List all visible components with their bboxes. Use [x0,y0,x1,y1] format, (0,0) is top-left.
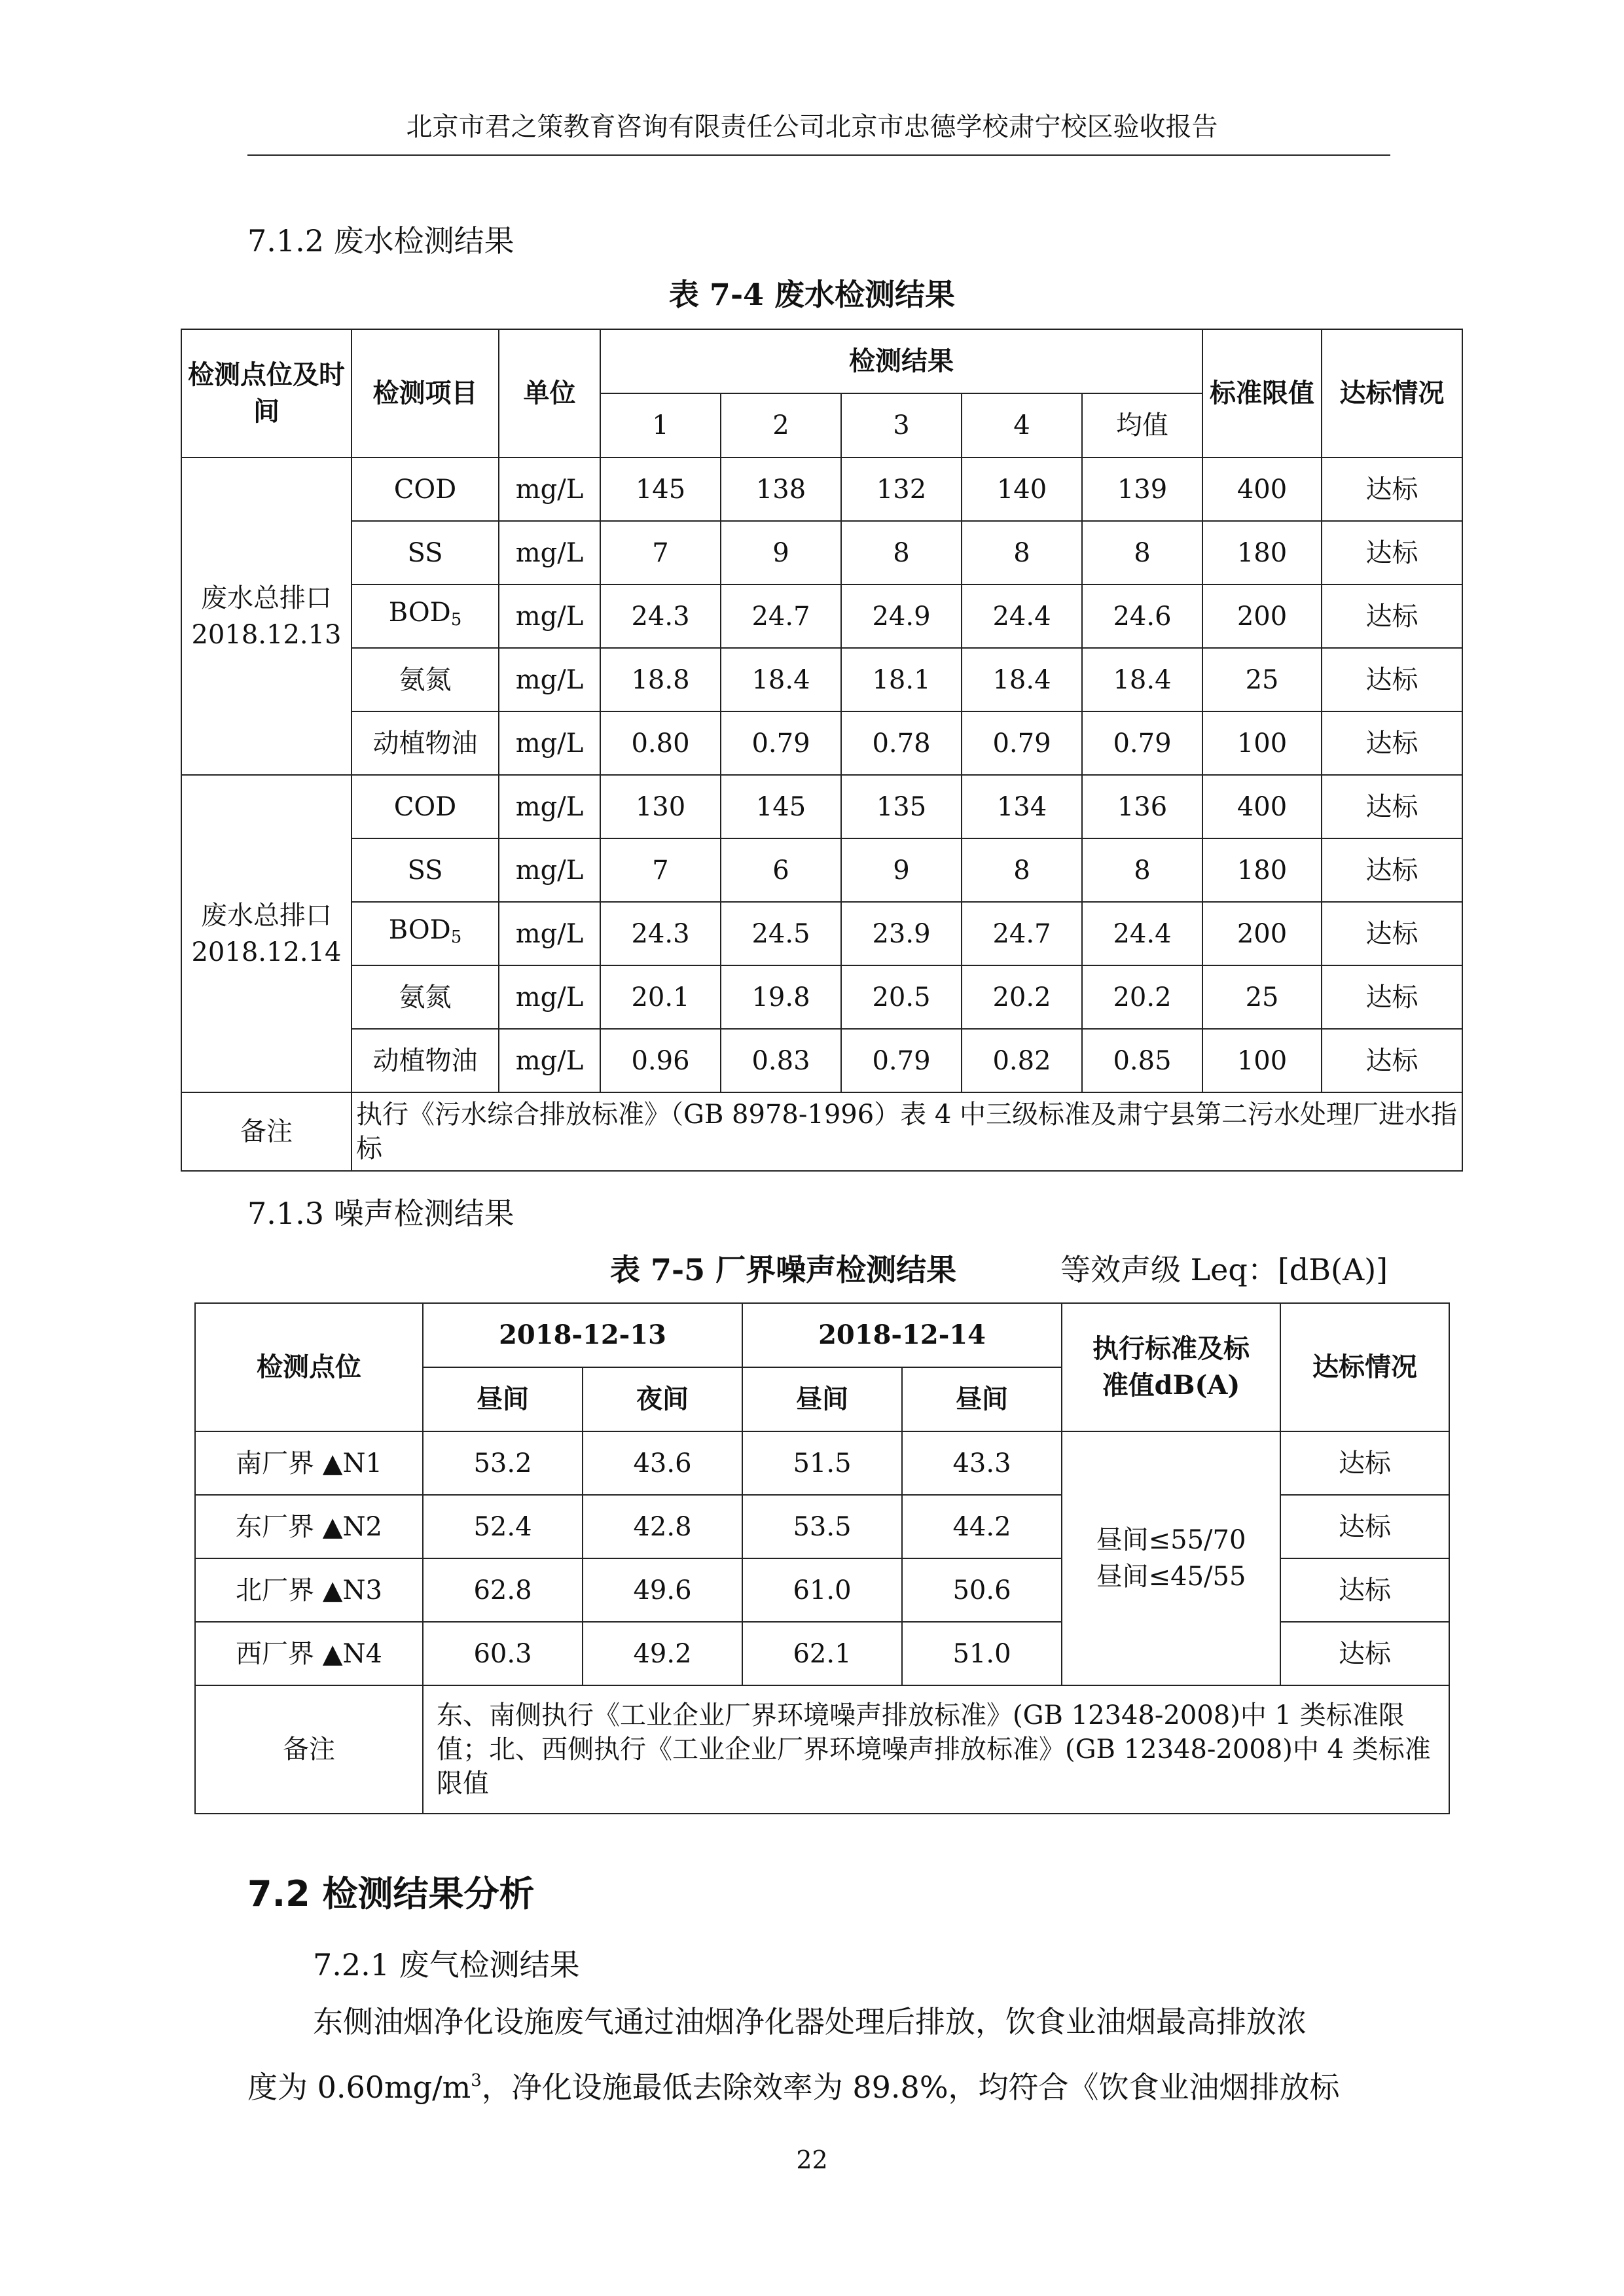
value-cell: 18.8 [600,648,721,711]
col-header-status: 达标情况 [1322,329,1462,457]
point-cell: 东厂界 ▲N2 [195,1495,423,1558]
status-cell: 达标 [1322,521,1462,584]
value-cell: 18.4 [1082,648,1202,711]
header-rule [247,154,1390,156]
value-cell: 24.3 [600,902,721,965]
limit-cell: 200 [1202,584,1322,648]
group-point-cell [181,775,352,1092]
unit-cell: mg/L [499,965,600,1029]
col-header-status: 达标情况 [1280,1303,1449,1431]
limit-cell: 200 [1202,902,1322,965]
limit-cell: 25 [1202,965,1322,1029]
paragraph-line-2-end: ，净化设施最低去除效率为 89.8%，均符合《饮食业油烟排放标 [481,2070,1340,2105]
value-cell: 62.1 [742,1622,902,1685]
value-cell: 145 [600,457,721,521]
standard-line-2: 昼间≤45/55 [1096,1562,1246,1592]
group-point-cell [181,457,352,775]
standard-cell [1062,1431,1280,1685]
value-cell: 20.2 [1082,965,1202,1029]
value-cell: 9 [721,521,841,584]
item-name: BOD [388,915,451,945]
value-cell: 53.2 [423,1431,583,1495]
status-cell: 达标 [1322,711,1462,775]
value-cell: 42.8 [583,1495,742,1558]
limit-cell: 400 [1202,457,1322,521]
value-cell: 130 [600,775,721,838]
value-cell: 24.9 [841,584,962,648]
value-cell: 51.5 [742,1431,902,1495]
value-cell: 0.79 [721,711,841,775]
value-cell: 24.4 [1082,902,1202,965]
status-cell: 达标 [1322,648,1462,711]
value-cell: 0.85 [1082,1029,1202,1092]
item-cell: SS [352,838,499,902]
value-cell: 24.7 [962,902,1082,965]
value-cell: 18.4 [962,648,1082,711]
unit-cell: mg/L [499,711,600,775]
value-cell: 20.1 [600,965,721,1029]
group-point: 废水总排口 [201,583,332,613]
col-header-date1: 2018-12-13 [423,1303,742,1367]
value-cell: 8 [841,521,962,584]
value-cell: 49.2 [583,1622,742,1685]
item-name: BOD [388,598,451,628]
col-header-day: 昼间 [423,1367,583,1431]
value-cell: 8 [1082,521,1202,584]
item-cell: 动植物油 [352,711,499,775]
col-header-limit: 标准限值 [1202,329,1322,457]
point-cell: 南厂界 ▲N1 [195,1431,423,1495]
standard-line-1: 昼间≤55/70 [1096,1525,1246,1555]
item-cell: COD [352,775,499,838]
col-header-day: 昼间 [742,1367,902,1431]
limit-cell: 100 [1202,1029,1322,1092]
superscript-3: 3 [471,2071,482,2090]
table-row [181,902,1462,965]
value-cell: 0.78 [841,711,962,775]
value-cell: 0.79 [1082,711,1202,775]
status-cell: 达标 [1322,457,1462,521]
unit-cell: mg/L [499,775,600,838]
value-cell: 134 [962,775,1082,838]
group-date: 2018.12.13 [191,619,342,650]
unit-cell: mg/L [499,1029,600,1092]
table-7-5-caption: 表 7-5 厂界噪声检测结果 [610,1252,957,1287]
item-cell: 氨氮 [352,648,499,711]
paragraph-line-1: 东侧油烟净化设施废气通过油烟净化器处理后排放，饮食业油烟最高排放浓 [313,2004,1307,2039]
unit-cell: mg/L [499,521,600,584]
value-cell: 20.5 [841,965,962,1029]
col-header-2: 2 [721,393,841,457]
value-cell: 6 [721,838,841,902]
status-cell: 达标 [1322,584,1462,648]
item-subscript: 5 [450,927,462,947]
value-cell: 0.80 [600,711,721,775]
value-cell: 8 [962,521,1082,584]
item-cell: 氨氮 [352,965,499,1029]
limit-cell: 180 [1202,838,1322,902]
col-header-date2: 2018-12-14 [742,1303,1062,1367]
col-header-unit: 单位 [499,329,600,457]
col-header-1: 1 [600,393,721,457]
group-date: 2018.12.14 [191,937,342,967]
status-cell: 达标 [1322,1029,1462,1092]
value-cell: 20.2 [962,965,1082,1029]
value-cell: 0.96 [600,1029,721,1092]
unit-cell: mg/L [499,648,600,711]
item-cell: 动植物油 [352,1029,499,1092]
value-cell: 52.4 [423,1495,583,1558]
value-cell: 62.8 [423,1558,583,1622]
value-cell: 23.9 [841,902,962,965]
value-cell: 0.79 [962,711,1082,775]
note-text: 执行《污水综合排放标准》（GB 8978-1996）表 4 中三级标准及肃宁县第二污水处理厂进水指标 [352,1092,1462,1171]
analysis-paragraph [247,1992,1390,2117]
table-row [181,584,1462,648]
value-cell: 24.7 [721,584,841,648]
value-cell: 18.4 [721,648,841,711]
value-cell: 7 [600,521,721,584]
table-row [181,1029,1462,1092]
value-cell: 132 [841,457,962,521]
status-cell: 达标 [1322,965,1462,1029]
value-cell: 139 [1082,457,1202,521]
status-cell: 达标 [1322,838,1462,902]
group-point: 废水总排口 [201,900,332,931]
value-cell: 43.3 [902,1431,1062,1495]
unit-cell: mg/L [499,457,600,521]
value-cell: 19.8 [721,965,841,1029]
noise-table [194,1302,1450,1814]
status-cell: 达标 [1280,1558,1449,1622]
paragraph-line-2-start: 度为 0.60mg/m [247,2070,471,2105]
table-row [181,965,1462,1029]
table-7-5-unit-note: 等效声级 Leq：[dB(A)] [1060,1252,1388,1287]
value-cell: 0.83 [721,1029,841,1092]
value-cell: 44.2 [902,1495,1062,1558]
col-header-day: 昼间 [902,1367,1062,1431]
value-cell: 0.79 [841,1029,962,1092]
value-cell: 61.0 [742,1558,902,1622]
note-text: 东、南侧执行《工业企业厂界环境噪声排放标准》(GB 12348-2008)中 1 类标准限值；北、西侧执行《工业企业厂界环境噪声排放标准》(GB 12348-2008)中 4 类标准限值 [423,1685,1449,1814]
col-header-results: 检测结果 [600,329,1202,393]
item-subscript: 5 [450,610,462,630]
section-7-1-2-title: 7.1.2 废水检测结果 [247,223,514,259]
value-cell: 0.82 [962,1029,1082,1092]
unit-cell: mg/L [499,838,600,902]
item-cell [352,902,499,965]
col-header-night: 夜间 [583,1367,742,1431]
value-cell: 24.5 [721,902,841,965]
status-cell: 达标 [1280,1495,1449,1558]
paragraph-line-2 [247,2051,1390,2117]
table-row [181,648,1462,711]
limit-cell: 25 [1202,648,1322,711]
table-row [195,1431,1449,1495]
section-7-2-1-title: 7.2.1 废气检测结果 [313,1947,580,1982]
value-cell: 145 [721,775,841,838]
page-number: 22 [796,2145,828,2174]
status-cell: 达标 [1280,1431,1449,1495]
table-row [181,838,1462,902]
point-cell: 北厂界 ▲N3 [195,1558,423,1622]
value-cell: 9 [841,838,962,902]
table-row [181,711,1462,775]
status-cell: 达标 [1280,1622,1449,1685]
value-cell: 8 [962,838,1082,902]
col-header-point: 检测点位 [195,1303,423,1431]
value-cell: 49.6 [583,1558,742,1622]
col-header-avg: 均值 [1082,393,1202,457]
value-cell: 51.0 [902,1622,1062,1685]
page-header: 北京市君之策教育咨询有限责任公司北京市忠德学校肃宁校区验收报告 [406,112,1218,142]
note-row [181,1092,1462,1171]
table-row [181,521,1462,584]
col-header-3: 3 [841,393,962,457]
note-label: 备注 [195,1685,423,1814]
value-cell: 138 [721,457,841,521]
value-cell: 136 [1082,775,1202,838]
table-row [181,775,1462,838]
value-cell: 7 [600,838,721,902]
table-row [181,457,1462,521]
value-cell: 140 [962,457,1082,521]
limit-cell: 100 [1202,711,1322,775]
value-cell: 53.5 [742,1495,902,1558]
value-cell: 24.4 [962,584,1082,648]
item-cell: SS [352,521,499,584]
point-cell: 西厂界 ▲N4 [195,1622,423,1685]
section-7-1-3-title: 7.1.3 噪声检测结果 [247,1196,514,1231]
unit-cell: mg/L [499,902,600,965]
value-cell: 24.6 [1082,584,1202,648]
col-header-standard: 执行标准及标准值dB(A) [1062,1303,1280,1431]
unit-cell: mg/L [499,584,600,648]
wastewater-table [181,329,1463,1172]
value-cell: 24.3 [600,584,721,648]
value-cell: 50.6 [902,1558,1062,1622]
status-cell: 达标 [1322,902,1462,965]
item-cell [352,584,499,648]
value-cell: 8 [1082,838,1202,902]
value-cell: 135 [841,775,962,838]
note-label: 备注 [181,1092,352,1171]
value-cell: 43.6 [583,1431,742,1495]
table-7-4-caption: 表 7-4 废水检测结果 [668,277,956,312]
value-cell: 18.1 [841,648,962,711]
item-cell: COD [352,457,499,521]
col-header-point: 检测点位及时间 [181,329,352,457]
note-row [195,1685,1449,1814]
col-header-4: 4 [962,393,1082,457]
col-header-item: 检测项目 [352,329,499,457]
limit-cell: 400 [1202,775,1322,838]
limit-cell: 180 [1202,521,1322,584]
status-cell: 达标 [1322,775,1462,838]
value-cell: 60.3 [423,1622,583,1685]
section-7-2-title: 7.2 检测结果分析 [247,1873,535,1914]
